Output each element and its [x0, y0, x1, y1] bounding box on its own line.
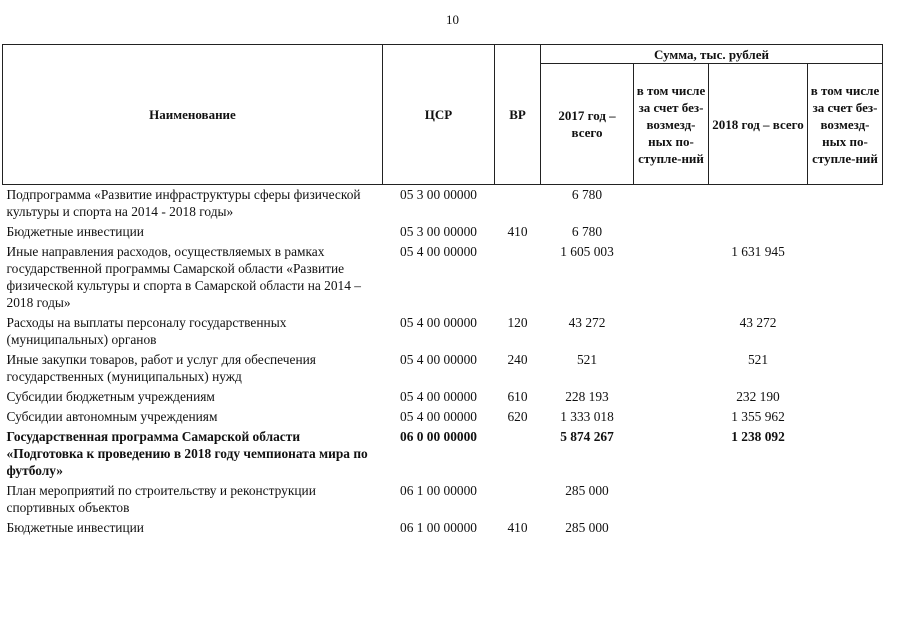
row-2017-total: 43 272: [568, 315, 606, 330]
row-vr: 410: [507, 520, 528, 535]
row-name: Иные закупки товаров, работ и услуг для обеспечения государственных (муниципальных) нужд: [6, 352, 316, 384]
row-name: План мероприятий по строительству и реконструкции спортивных объектов: [6, 483, 316, 515]
row-2017-total: 1 333 018: [560, 409, 614, 424]
row-2017-free-receipts: [634, 313, 709, 350]
table-header: [3, 45, 883, 185]
row-csr: 06 1 00 00000: [400, 483, 477, 498]
row-2018-total: 1 355 962: [731, 409, 785, 424]
row-name: Подпрограмма «Развитие инфраструктуры сферы физической культуры и спорта на 2014 - 2018 годы»: [6, 187, 361, 219]
row-csr: 05 4 00 00000: [400, 409, 477, 424]
row-2018-total: [709, 518, 808, 538]
header-name: Наименование: [3, 45, 383, 185]
header-csr: ЦСР: [383, 45, 495, 185]
row-name: Иные направления расходов, осуществляемых в рамках государственной программы Самарской области «Развитие физической культуры и спорта в Самарской области на 2014 – 2018 годы»: [6, 244, 361, 310]
row-vr: 620: [507, 409, 528, 424]
row-csr: 06 1 00 00000: [400, 520, 477, 535]
row-name: Бюджетные инвестиции: [6, 224, 144, 239]
row-2017-total: 285 000: [565, 483, 609, 498]
row-vr: [495, 427, 541, 481]
row-2018-total: 1 238 092: [731, 429, 785, 444]
row-2017-free-receipts: [634, 350, 709, 387]
row-2017-total: 6 780: [571, 187, 603, 202]
row-csr: 05 3 00 00000: [400, 187, 477, 202]
row-vr: [495, 481, 541, 518]
header-vr: ВР: [495, 45, 541, 185]
row-2017-total: 285 000: [565, 520, 609, 535]
table-row: [3, 313, 883, 350]
row-2018-free-receipts: [808, 222, 883, 242]
row-2017-total: 1 605 003: [560, 244, 614, 259]
row-csr: 05 3 00 00000: [400, 224, 477, 239]
row-2017-total: 228 193: [565, 389, 609, 404]
header-2018-free-receipts: в том числе за счет без-возмезд-ных по-ступле-ний: [808, 64, 883, 185]
header-sum-group: Сумма, тыс. рублей: [541, 45, 883, 64]
row-csr: 05 4 00 00000: [400, 315, 477, 330]
row-2018-free-receipts: [808, 350, 883, 387]
row-2017-total: 521: [576, 352, 598, 367]
row-2018-total: [709, 481, 808, 518]
header-2017-total: 2017 год – всего: [541, 64, 634, 185]
row-2018-free-receipts: [808, 407, 883, 427]
table-row: [3, 222, 883, 242]
row-2018-total: 43 272: [739, 315, 777, 330]
row-2018-total: 521: [747, 352, 769, 367]
row-2018-free-receipts: [808, 518, 883, 538]
row-2017-total: 6 780: [571, 224, 603, 239]
row-csr: 05 4 00 00000: [400, 352, 477, 367]
table-body: [3, 185, 883, 539]
table-row: [3, 481, 883, 518]
table-row: [3, 242, 883, 313]
row-vr: 240: [507, 352, 528, 367]
header-2018-total: 2018 год – всего: [709, 64, 808, 185]
row-2018-free-receipts: [808, 387, 883, 407]
row-name: Государственная программа Самарской области «Подготовка к проведению в 2018 году чемпионата мира по футболу»: [6, 429, 368, 478]
table-row: [3, 387, 883, 407]
row-2017-free-receipts: [634, 427, 709, 481]
row-2018-total: 232 190: [736, 389, 780, 404]
row-2017-free-receipts: [634, 518, 709, 538]
row-2018-free-receipts: [808, 313, 883, 350]
row-2017-free-receipts: [634, 481, 709, 518]
row-name: Субсидии автономным учреждениям: [6, 409, 218, 424]
row-2017-free-receipts: [634, 222, 709, 242]
row-2017-free-receipts: [634, 242, 709, 313]
page-number: 10: [446, 12, 459, 27]
row-vr: [495, 242, 541, 313]
row-2018-total: [709, 185, 808, 223]
table-row: [3, 407, 883, 427]
row-name: Расходы на выплаты персоналу государственных (муниципальных) органов: [6, 315, 287, 347]
row-vr: 410: [507, 224, 528, 239]
row-2017-free-receipts: [634, 387, 709, 407]
row-2018-free-receipts: [808, 185, 883, 223]
table-row: [3, 427, 883, 481]
header-2017-free-receipts: в том числе за счет без-возмезд-ных по-ступле-ний: [634, 64, 709, 185]
row-2017-free-receipts: [634, 407, 709, 427]
table-row: [3, 185, 883, 223]
row-csr: 05 4 00 00000: [400, 244, 477, 259]
row-name: Субсидии бюджетным учреждениям: [6, 389, 215, 404]
table-row: [3, 350, 883, 387]
row-name: Бюджетные инвестиции: [6, 520, 144, 535]
row-2018-total: [709, 222, 808, 242]
row-2018-free-receipts: [808, 427, 883, 481]
row-vr: [495, 185, 541, 223]
budget-table: [2, 44, 883, 538]
row-csr: 06 0 00 00000: [400, 429, 477, 444]
table-row: [3, 518, 883, 538]
row-2017-free-receipts: [634, 185, 709, 223]
row-2017-total: 5 874 267: [560, 429, 614, 444]
row-csr: 05 4 00 00000: [400, 389, 477, 404]
row-vr: 120: [507, 315, 528, 330]
row-vr: 610: [507, 389, 528, 404]
row-2018-free-receipts: [808, 481, 883, 518]
row-2018-total: 1 631 945: [731, 244, 785, 259]
row-2018-free-receipts: [808, 242, 883, 313]
